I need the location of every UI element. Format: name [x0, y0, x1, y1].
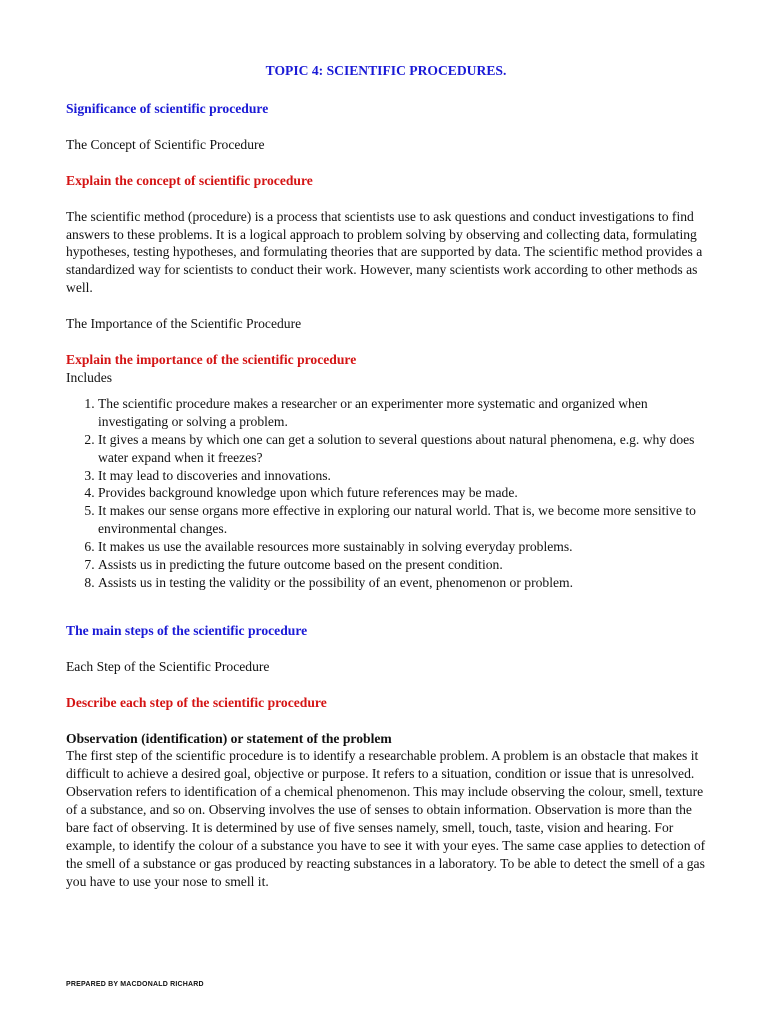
- section-heading-main-steps: The main steps of the scientific procedure: [66, 622, 308, 638]
- footer-credit: PREPARED BY MACDONALD RICHARD: [66, 981, 204, 988]
- question-steps: Describe each step of the scientific procedure: [66, 694, 327, 710]
- question-importance: Explain the importance of the scientific procedure: [66, 352, 357, 368]
- subheading-concept: The Concept of Scientific Procedure: [66, 136, 265, 152]
- subheading-importance: The Importance of the Scientific Procedure: [66, 316, 302, 332]
- importance-list: [66, 395, 706, 592]
- list-item: 4. Provides background knowledge upon which future references may be made.: [98, 484, 706, 502]
- observation-heading: Observation (identification) or statement of the problem: [66, 730, 392, 746]
- list-item: 2. It gives a means by which one can get a solution to several questions about natural phenomena, e.g. why does water expand when it freezes?: [98, 431, 706, 467]
- list-item: 5. It makes our sense organs more effective in exploring our natural world. That is, we become more sensitive to environmental changes.: [98, 502, 706, 538]
- question-concept: Explain the concept of scientific procedure: [66, 172, 313, 188]
- paragraph-observation: The first step of the scientific procedure is to identify a researchable problem. A problem is an obstacle that makes it difficult to achieve a desired goal, objective or purpose. It refers to a situation, condition or issue that is unresolved. Observation refers to identification of a chemical phenomenon. This may include observing the colour, smell, texture of a substance, and so on. Observing involves the use of senses to obtain information. Observation is more than the bare fact of observing. It is determined by use of five senses namely, smell, touch, taste, vision and hearing. For example, to identify the colour of a substance you have to see it with your eyes. The same case applies to detection of the smell of a substance or gas produced by reacting substances in a laboratory. To be able to detect the smell of a gas you have to use your nose to smell it.: [66, 748, 706, 889]
- list-item: 3. It may lead to discoveries and innovations.: [98, 467, 706, 485]
- list-item: 1. The scientific procedure makes a researcher or an experimenter more systematic and organized when investigating or solving a problem.: [98, 395, 706, 431]
- paragraph-concept: The scientific method (procedure) is a process that scientists use to ask questions and conduct investigations to find answers to these problems. It is a logical approach to problem solving by observing and collecting data, formulating hypotheses, testing hypotheses, and formulating theories that are supported by data. The scientific method provides a standardized way for scientists to conduct their work. However, many scientists work according to other methods as well.: [66, 208, 703, 296]
- list-item: 7. Assists us in predicting the future outcome based on the present condition.: [98, 556, 706, 574]
- list-item: 8. Assists us in testing the validity or the possibility of an event, phenomenon or problem.: [98, 574, 706, 592]
- document-body: [66, 58, 706, 909]
- subheading-steps: Each Step of the Scientific Procedure: [66, 658, 270, 674]
- list-item: 6. It makes us use the available resources more sustainably in solving everyday problems.: [98, 538, 706, 556]
- includes-label: Includes: [66, 369, 113, 385]
- page-title: TOPIC 4: SCIENTIFIC PROCEDURES.: [265, 63, 507, 78]
- section-heading-significance: Significance of scientific procedure: [66, 100, 269, 116]
